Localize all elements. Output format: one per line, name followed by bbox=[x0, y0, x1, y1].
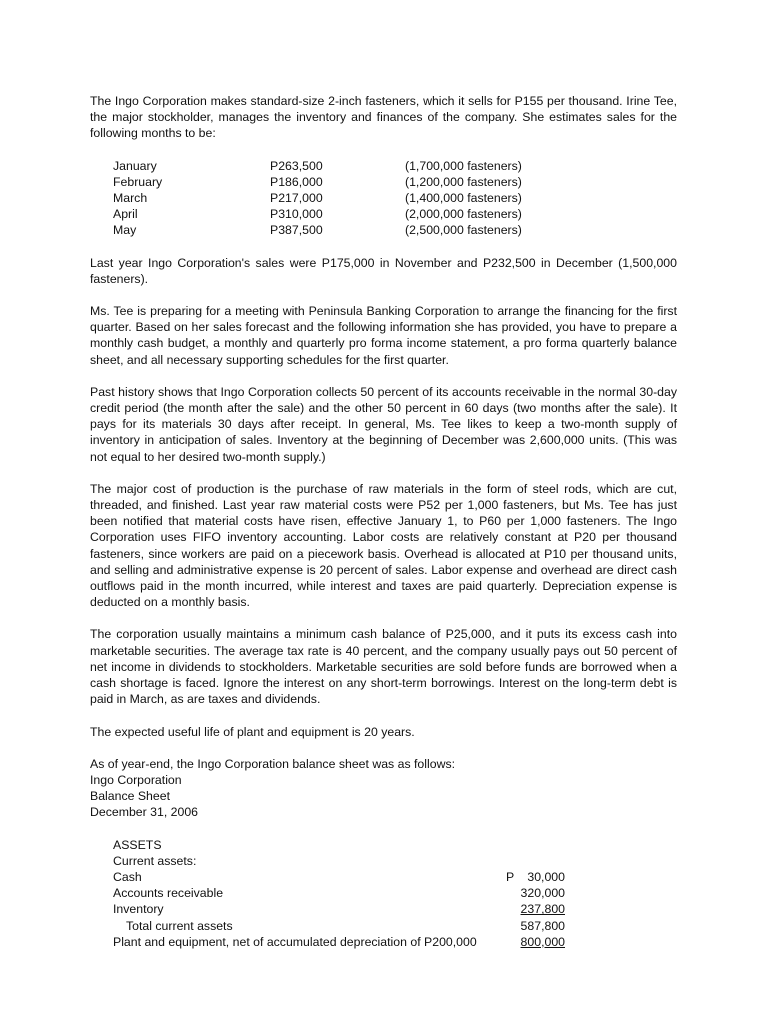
table-row bbox=[113, 934, 565, 950]
company-name: Ingo Corporation bbox=[90, 772, 182, 787]
row-value: 30,000 bbox=[527, 869, 565, 884]
sales-month: March bbox=[113, 191, 148, 206]
sales-amount: P387,500 bbox=[270, 223, 323, 238]
costs-paragraph: The major cost of production is the purchase of raw materials in the form of steel rods, which are cut, threaded, and finished. Last year raw material costs were P52 per 1,000 fasteners, but Ms. Tee has just been notified that material costs have risen, effective January 1, to P60 per 1,000 fasteners. The Ingo Corporation uses FIFO inventory accounting. Labor costs are relatively constant at P20 per thousand fasteners, since workers are paid on a piecework basis. Overhead is allocated at P10 per thousand units, and selling and administrative expense is 20 percent of sales. Labor expense and overhead are direct cash outflows paid in the month incurred, while interest and taxes are paid quarterly. Depreciation expense is deducted on a monthly basis. bbox=[90, 481, 677, 610]
table-row bbox=[113, 918, 565, 934]
row-label: Accounts receivable bbox=[113, 886, 224, 901]
sales-row bbox=[113, 190, 677, 206]
sales-month: May bbox=[113, 223, 137, 238]
row-value: 800,000 bbox=[520, 934, 565, 949]
sales-row bbox=[113, 222, 677, 238]
sales-units: (1,400,000 fasteners) bbox=[405, 191, 522, 206]
currency-symbol: P bbox=[506, 869, 515, 884]
table-row bbox=[113, 869, 565, 885]
sales-month: April bbox=[113, 207, 138, 222]
sales-amount: P263,500 bbox=[270, 158, 323, 173]
table-row bbox=[113, 901, 565, 917]
sales-row bbox=[113, 158, 677, 174]
sales-units: (1,700,000 fasteners) bbox=[405, 158, 522, 173]
row-label: Inventory bbox=[113, 902, 164, 917]
sales-row bbox=[113, 174, 677, 190]
row-value: 320,000 bbox=[520, 886, 565, 901]
sales-amount: P217,000 bbox=[270, 191, 323, 206]
sales-amount: P186,000 bbox=[270, 174, 323, 189]
balance-sheet-table bbox=[113, 837, 565, 950]
document-page bbox=[90, 93, 677, 950]
sales-row bbox=[113, 206, 677, 222]
sales-units: (2,000,000 fasteners) bbox=[405, 207, 522, 222]
current-assets-label: Current assets: bbox=[113, 853, 197, 868]
balance-sheet-intro: As of year-end, the Ingo Corporation balance sheet was as follows: bbox=[90, 756, 456, 771]
sales-month: January bbox=[113, 158, 157, 173]
balance-sheet-date: December 31, 2006 bbox=[90, 805, 199, 820]
intro-paragraph: The Ingo Corporation makes standard-size 2-inch fasteners, which it sells for P155 per thousand. Irine Tee, the major stockholder, manages the inventory and finances of the company. She estimates sales for the following months to be: bbox=[90, 94, 677, 141]
cash-paragraph: The corporation usually maintains a minimum cash balance of P25,000, and it puts its excess cash into marketable securities. The average tax rate is 40 percent, and the company usually pays out 50 percent of net income in dividends to stockholders. Marketable securities are sold before funds are borrowed when a cash shortage is faced. Ignore the interest on any short-term borrowings. Interest on the long-term debt is paid in March, as are taxes and dividends. bbox=[90, 627, 677, 707]
sales-forecast-table bbox=[113, 158, 677, 239]
history-paragraph: Past history shows that Ingo Corporation collects 50 percent of its accounts receivable in the normal 30-day credit period (the month after the sale) and the other 50 percent in 60 days (two months after the sale). It pays for its materials 30 days after receipt. In general, Ms. Tee likes to keep a two-month supply of inventory in anticipation of sales. Inventory at the beginning of December was 2,600,000 units. (This was not equal to her desired two-month supply.) bbox=[90, 384, 677, 464]
sales-month: February bbox=[113, 174, 163, 189]
row-label: Total current assets bbox=[126, 918, 233, 933]
balance-sheet-title: Balance Sheet bbox=[90, 789, 170, 804]
sales-units: (2,500,000 fasteners) bbox=[405, 223, 522, 238]
sales-units: (1,200,000 fasteners) bbox=[405, 174, 522, 189]
useful-life-paragraph: The expected useful life of plant and equipment is 20 years. bbox=[90, 724, 415, 739]
row-label: Plant and equipment, net of accumulated depreciation of P200,000 bbox=[113, 934, 477, 949]
assets-label: ASSETS bbox=[113, 837, 162, 852]
table-row bbox=[113, 885, 565, 901]
balance-sheet-heading bbox=[90, 756, 677, 821]
row-value: 587,800 bbox=[520, 918, 565, 933]
last-year-paragraph: Last year Ingo Corporation's sales were P175,000 in November and P232,500 in December (1,500,000 fasteners). bbox=[90, 255, 677, 286]
sales-amount: P310,000 bbox=[270, 207, 323, 222]
row-label: Cash bbox=[113, 869, 142, 884]
row-value: 237,800 bbox=[520, 902, 565, 917]
meeting-paragraph: Ms. Tee is preparing for a meeting with Peninsula Banking Corporation to arrange the financing for the first quarter. Based on her sales forecast and the following information she has provided, you have to prepare a monthly cash budget, a monthly and quarterly pro forma income statement, a pro forma quarterly balance sheet, and all necessary supporting schedules for the first quarter. bbox=[90, 304, 677, 367]
